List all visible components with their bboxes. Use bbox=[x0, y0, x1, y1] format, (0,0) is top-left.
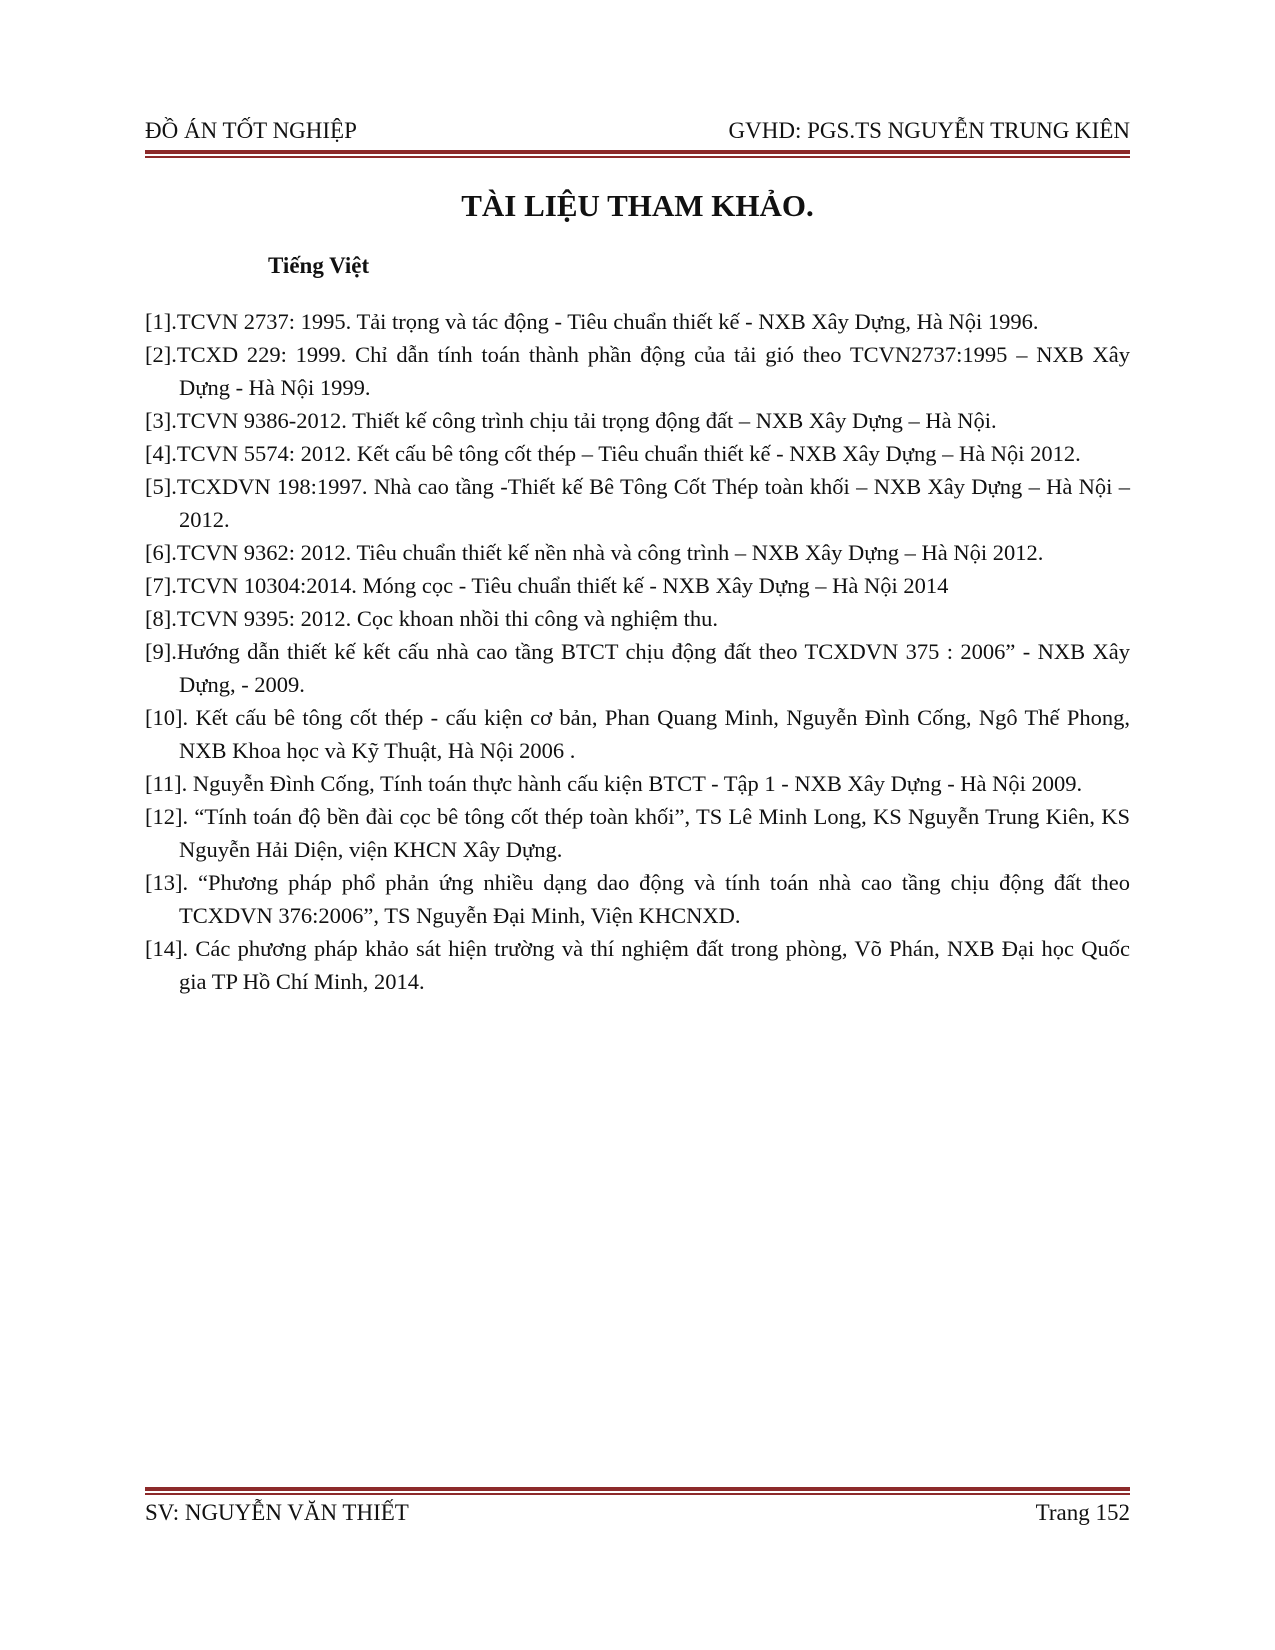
reference-list bbox=[145, 305, 1130, 998]
header-project-label: ĐỒ ÁN TỐT NGHIỆP bbox=[145, 118, 357, 143]
footer-page-number: Trang 152 bbox=[1035, 1500, 1130, 1525]
reference-item: [3].TCVN 9386-2012. Thiết kế công trình chịu tải trọng động đất – NXB Xây Dựng – Hà Nội. bbox=[145, 408, 997, 433]
reference-item: [1].TCVN 2737: 1995. Tải trọng và tác động - Tiêu chuẩn thiết kế - NXB Xây Dựng, Hà Nội 1996. bbox=[145, 309, 1039, 334]
reference-item: [13]. “Phương pháp phổ phản ứng nhiều dạng dao động và tính toán nhà cao tầng chịu động đất theo TCXDVN 376:2006”, TS Nguyễn Đại Minh, Viện KHCNXD. bbox=[145, 870, 1130, 928]
reference-item: [5].TCXDVN 198:1997. Nhà cao tầng -Thiết kế Bê Tông Cốt Thép toàn khối – NXB Xây Dựng – Hà Nội – 2012. bbox=[145, 474, 1130, 532]
reference-item: [12]. “Tính toán độ bền đài cọc bê tông cốt thép toàn khối”, TS Lê Minh Long, KS Nguyễn Trung Kiên, KS Nguyễn Hải Diện, viện KHCN Xây Dựng. bbox=[145, 804, 1130, 862]
footer-student-label: SV: NGUYỄN VĂN THIẾT bbox=[145, 1500, 409, 1525]
reference-item: [4].TCVN 5574: 2012. Kết cấu bê tông cốt thép – Tiêu chuẩn thiết kế - NXB Xây Dựng – Hà Nội 2012. bbox=[145, 441, 1081, 466]
header-advisor-label: GVHD: PGS.TS NGUYỄN TRUNG KIÊN bbox=[728, 118, 1130, 143]
reference-item: [7].TCVN 10304:2014. Móng cọc - Tiêu chuẩn thiết kế - NXB Xây Dựng – Hà Nội 2014 bbox=[145, 573, 949, 598]
reference-item: [14]. Các phương pháp khảo sát hiện trường và thí nghiệm đất trong phòng, Võ Phán, NXB Đại học Quốc gia TP Hồ Chí Minh, 2014. bbox=[145, 936, 1130, 994]
reference-item: [8].TCVN 9395: 2012. Cọc khoan nhồi thi công và nghiệm thu. bbox=[145, 606, 719, 631]
reference-item: [10]. Kết cấu bê tông cốt thép - cấu kiện cơ bản, Phan Quang Minh, Nguyễn Đình Cống, Ngô Thế Phong, NXB Khoa học và Kỹ Thuật, Hà Nội 2006 . bbox=[145, 705, 1130, 763]
header-divider bbox=[145, 150, 1130, 159]
reference-item: [2].TCXD 229: 1999. Chỉ dẫn tính toán thành phần động của tải gió theo TCVN2737:1995 – NXB Xây Dựng - Hà Nội 1999. bbox=[145, 342, 1130, 400]
reference-item: [9].Hướng dẫn thiết kế kết cấu nhà cao tầng BTCT chịu động đất theo TCXDVN 375 : 2006” - NXB Xây Dựng, - 2009. bbox=[145, 639, 1130, 697]
reference-item: [11]. Nguyễn Đình Cống, Tính toán thực hành cấu kiện BTCT - Tập 1 - NXB Xây Dựng - Hà Nội 2009. bbox=[145, 771, 1083, 796]
page-header bbox=[145, 114, 1130, 146]
footer-divider bbox=[145, 1487, 1130, 1496]
page-footer bbox=[145, 1498, 1130, 1530]
section-subtitle: Tiếng Việt bbox=[268, 253, 370, 278]
page-title: TÀI LIỆU THAM KHẢO. bbox=[461, 188, 814, 223]
reference-item: [6].TCVN 9362: 2012. Tiêu chuẩn thiết kế nền nhà và công trình – NXB Xây Dựng – Hà Nội 2012. bbox=[145, 540, 1044, 565]
